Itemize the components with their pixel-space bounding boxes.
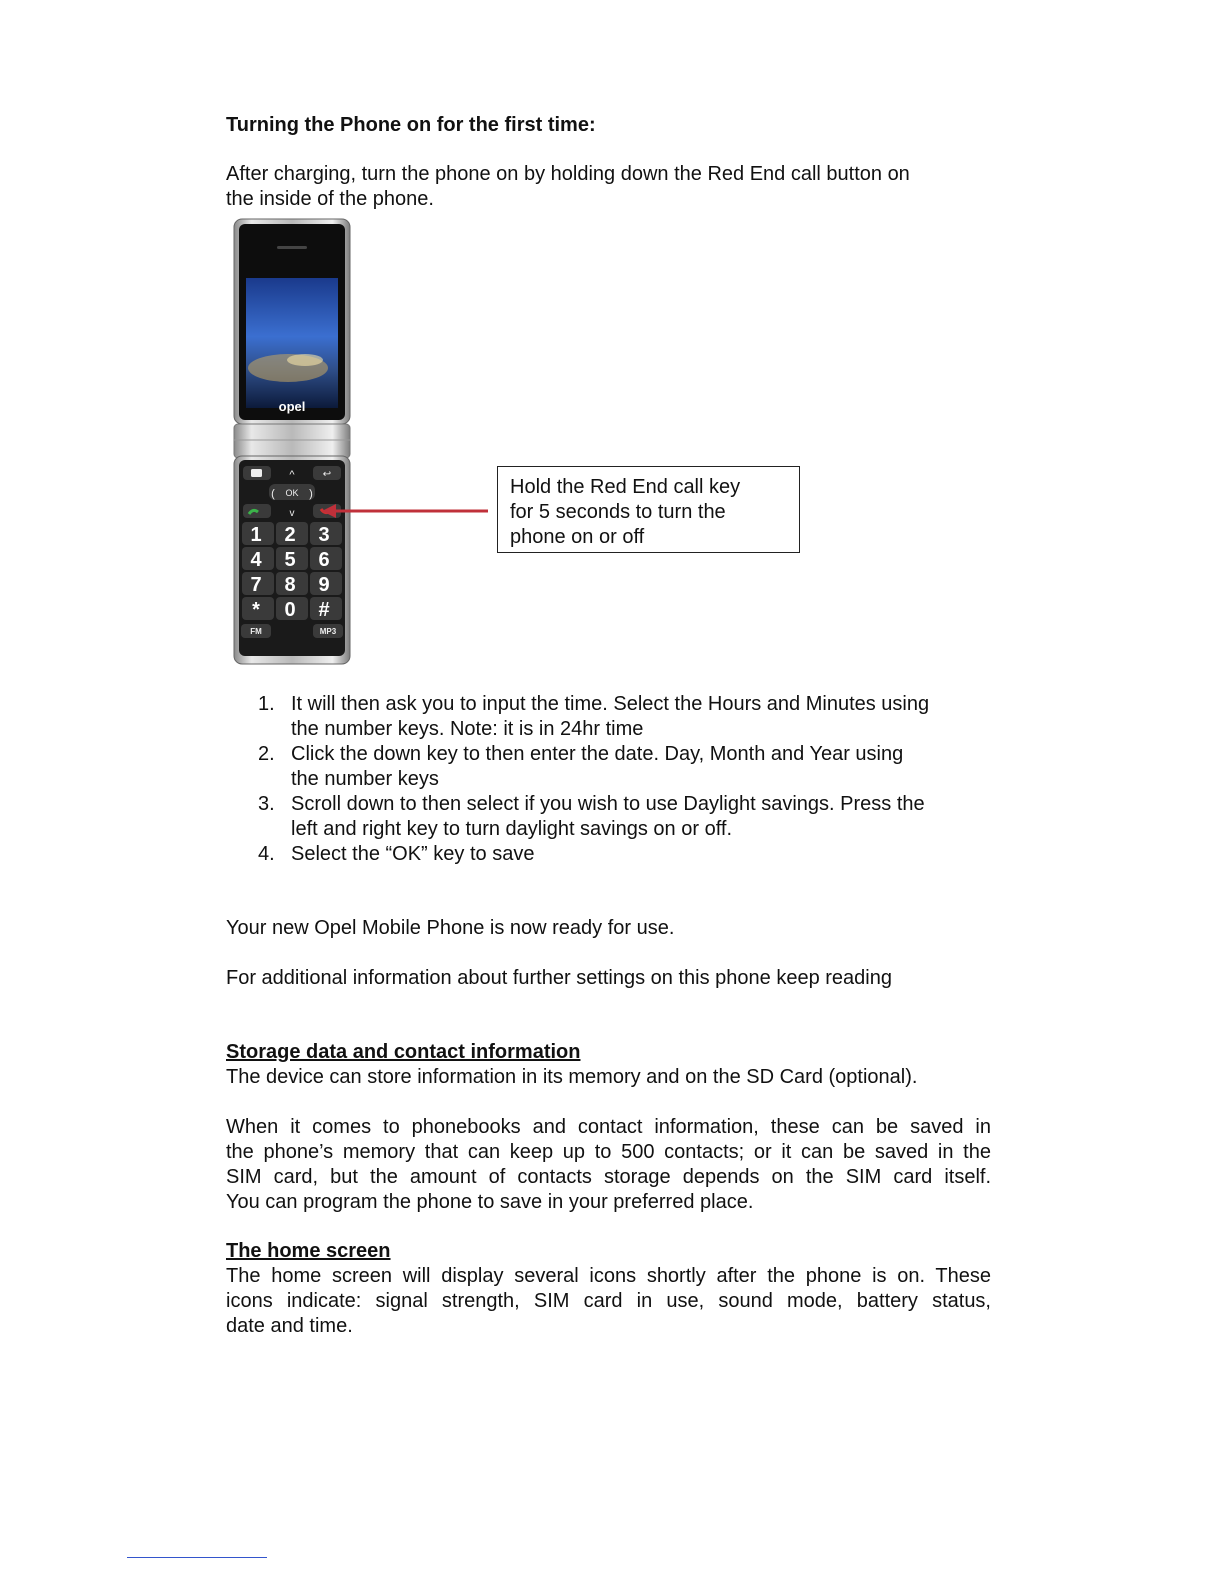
svg-text:): ) — [309, 488, 313, 500]
list-item — [258, 842, 998, 867]
paragraph-line: When it comes to phonebooks and contact information, these can be saved in — [226, 1116, 991, 1138]
keypad-digit-label: 2 — [284, 524, 296, 546]
paragraph-line: The home screen will display several icons shortly after the phone is on. These — [226, 1265, 991, 1287]
fm-key-label: FM — [250, 627, 262, 636]
keypad-digit-label: 0 — [284, 599, 296, 621]
keypad-digit-label: 4 — [250, 549, 262, 571]
step-text-line: left and right key to turn daylight savings on or off. — [291, 818, 732, 840]
svg-text:(: ( — [271, 488, 275, 500]
callout-line-2: for 5 seconds to turn the — [510, 501, 726, 523]
red-end-callout-box — [497, 466, 800, 553]
intro-text-line-1: After charging, turn the phone on by holding down the Red End call button on — [226, 163, 910, 185]
keypad-digit-label: 7 — [250, 574, 262, 596]
section-heading-first-time: Turning the Phone on for the first time: — [226, 114, 596, 136]
callout-arrow — [320, 500, 490, 522]
paragraph-line: You can program the phone to save in your preferred place. — [226, 1191, 754, 1213]
additional-info-text: For additional information about further settings on this phone keep reading — [226, 967, 892, 989]
callout-line-3: phone on or off — [510, 526, 645, 548]
phone-brand-logo: opel — [278, 399, 306, 414]
step-text-line: Click the down key to then enter the date. Day, Month and Year using — [291, 743, 904, 765]
phone-illustration — [233, 218, 351, 668]
keypad-digit-label: 1 — [250, 524, 262, 546]
callout-line-1: Hold the Red End call key — [510, 476, 741, 498]
paragraph-line: the phone’s memory that can keep up to 500 contacts; or it can be saved in the — [226, 1141, 991, 1163]
keypad-digit-label: 8 — [284, 574, 296, 596]
keypad-digit-label: # — [318, 599, 330, 621]
step-text-line: It will then ask you to input the time. Select the Hours and Minutes using — [291, 693, 930, 715]
step-text-line: Select the “OK” key to save — [291, 843, 535, 865]
footnote-separator — [127, 1557, 267, 1558]
ready-text: Your new Opel Mobile Phone is now ready for use. — [226, 917, 675, 939]
step-number: 4. — [258, 843, 275, 865]
step-number: 3. — [258, 793, 275, 815]
home-screen-paragraph — [226, 1264, 991, 1339]
paragraph-line: date and time. — [226, 1315, 353, 1337]
list-item — [258, 792, 998, 842]
mp3-key-label: MP3 — [319, 627, 337, 636]
step-text-line: the number keys. Note: it is in 24hr time — [291, 718, 644, 740]
setup-steps-list — [258, 692, 998, 867]
svg-text:↩: ↩ — [322, 469, 332, 480]
keypad-digit-label: * — [252, 599, 260, 621]
paragraph-line: SIM card, but the amount of contacts storage depends on the SIM card itself. — [226, 1166, 991, 1188]
ok-key-label: OK — [285, 488, 299, 498]
list-item — [258, 692, 998, 742]
svg-text:v: v — [289, 508, 295, 519]
step-number: 1. — [258, 693, 275, 715]
home-screen-heading: The home screen — [226, 1240, 391, 1262]
keypad-digit-label: 5 — [284, 549, 296, 571]
step-text-line: the number keys — [291, 768, 439, 790]
keypad-digit-label: 6 — [318, 549, 330, 571]
intro-text-line-2: the inside of the phone. — [226, 188, 434, 210]
step-text-line: Scroll down to then select if you wish to use Daylight savings. Press the — [291, 793, 925, 815]
keypad-digit-label: 9 — [318, 574, 330, 596]
storage-paragraph-2 — [226, 1115, 991, 1215]
svg-text:^: ^ — [289, 469, 295, 481]
keypad-digit-label: 3 — [318, 524, 330, 546]
storage-heading: Storage data and contact information — [226, 1041, 581, 1063]
list-item — [258, 742, 998, 792]
step-number: 2. — [258, 743, 275, 765]
storage-paragraph-1: The device can store information in its memory and on the SD Card (optional). — [226, 1066, 918, 1088]
paragraph-line: icons indicate: signal strength, SIM card in use, sound mode, battery status, — [226, 1290, 991, 1312]
